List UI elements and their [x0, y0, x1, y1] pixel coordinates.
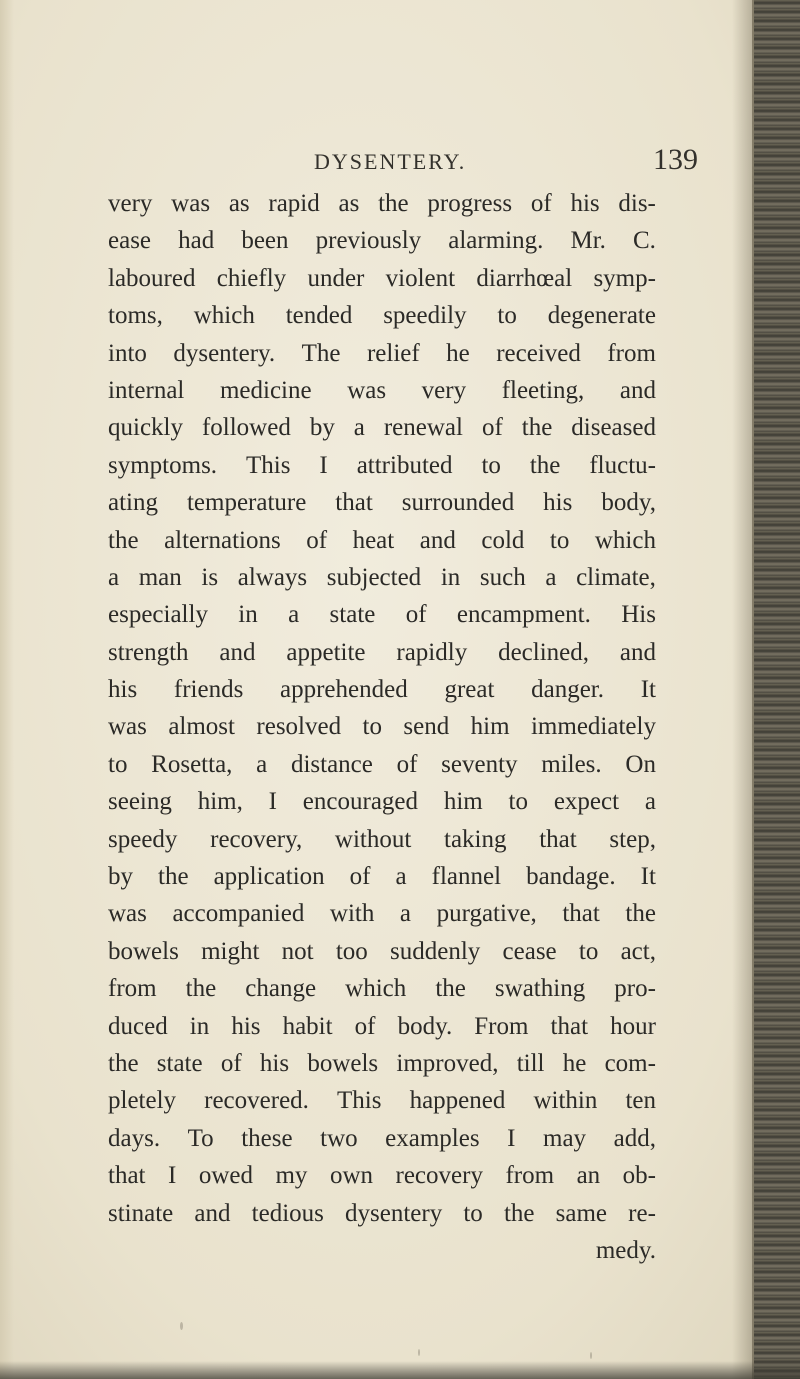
text-line: days. To these two examples I may add, [108, 1124, 656, 1152]
text-line: that I owed my own recovery from an ob- [108, 1162, 656, 1190]
text-line: especially in a state of encampment. His [108, 601, 656, 629]
book-spine-edge [752, 0, 800, 1379]
body-text [108, 185, 656, 1269]
text-line: from the change which the swathing pro- [108, 975, 656, 1003]
page-number: 139 [653, 143, 698, 176]
page-header [108, 143, 708, 183]
text-line: into dysentery. The relief he received from [108, 339, 656, 367]
text-line: pletely recovered. This happened within ten [108, 1087, 656, 1115]
text-line: was almost resolved to send him immediately [108, 713, 656, 741]
text-line: his friends apprehended great danger. It [108, 676, 656, 704]
text-line: ease had been previously alarming. Mr. C. [108, 227, 656, 255]
text-line: duced in his habit of body. From that hour [108, 1012, 656, 1040]
text-line: ating temperature that surrounded his body, [108, 489, 656, 517]
text-line: toms, which tended speedily to degenerate [108, 302, 656, 330]
text-line: the alternations of heat and cold to which [108, 526, 656, 554]
text-line: strength and appetite rapidly declined, and [108, 638, 656, 666]
text-line: stinate and tedious dysentery to the same re- [108, 1199, 656, 1227]
text-line: was accompanied with a purgative, that the [108, 900, 656, 928]
text-line: very was as rapid as the progress of his dis- [108, 190, 656, 217]
text-line: bowels might not too suddenly cease to act, [108, 937, 656, 965]
text-line: seeing him, I encouraged him to expect a [108, 788, 656, 816]
running-head: DYSENTERY. [314, 149, 467, 174]
text-line: symptoms. This I attributed to the fluctu- [108, 451, 656, 479]
ink-speck [418, 1349, 420, 1356]
text-line: speedy recovery, without taking that step, [108, 825, 656, 853]
text-line: to Rosetta, a distance of seventy miles. On [108, 750, 656, 778]
text-line: a man is always subjected in such a climate, [108, 563, 656, 591]
ink-speck [590, 1352, 592, 1359]
page-bottom-shadow [0, 1361, 800, 1379]
text-line: the state of his bowels improved, till he com- [108, 1049, 656, 1077]
text-line: laboured chiefly under violent diarrhœal symp- [108, 264, 656, 292]
page-left-edge [0, 0, 14, 1379]
text-line: internal medicine was very fleeting, and [108, 376, 656, 404]
text-line: quickly followed by a renewal of the diseased [108, 414, 656, 442]
ink-speck [180, 1322, 183, 1330]
text-line: by the application of a flannel bandage. It [108, 863, 656, 891]
text-line: medy. [595, 1236, 656, 1264]
